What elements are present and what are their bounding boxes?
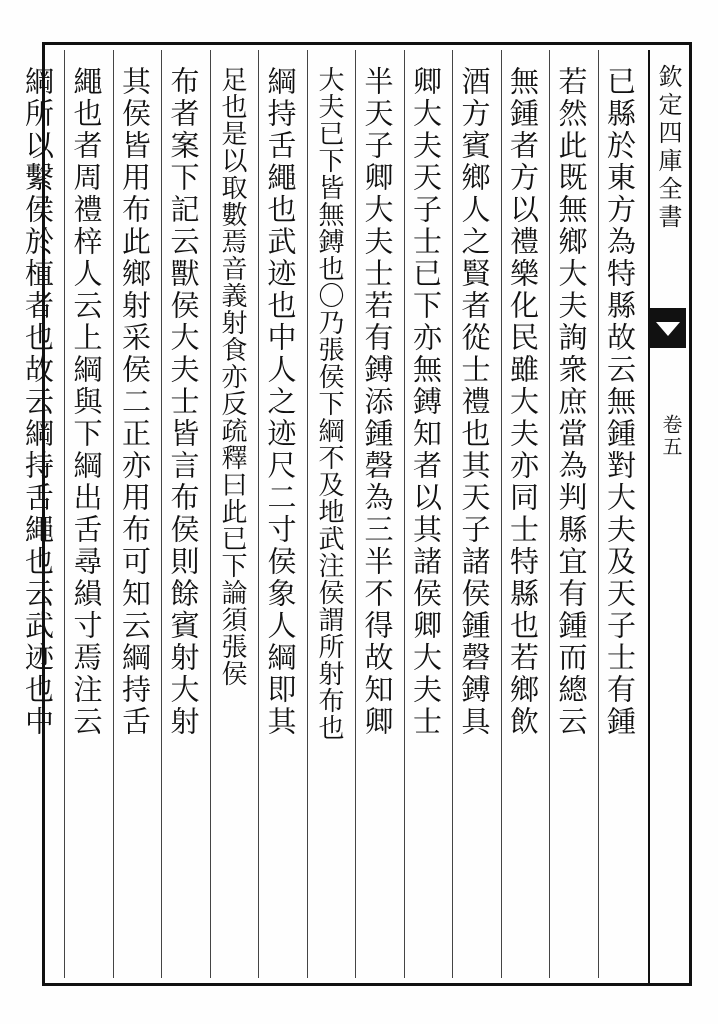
text-column: 已縣於東方為特縣故云無鍾對大夫及天子士有鍾 xyxy=(603,66,637,738)
text-column: 酒方賓鄉人之賢者從士禮也其天子諸侯鍾磬鎛具 xyxy=(457,66,492,738)
text-column: 繩也者周禮梓人云上綱與下綱出舌尋縜寸焉注云 xyxy=(69,66,104,738)
column-divider xyxy=(501,50,502,978)
text-column: 綱持舌繩也武迹也中人之迹尺二寸侯象人綱即其 xyxy=(263,66,298,738)
column-divider xyxy=(210,50,211,978)
column-divider xyxy=(598,50,599,978)
margin-book-title: 欽定四庫全書 xyxy=(654,64,682,232)
margin-volume: 卷五 xyxy=(659,414,683,458)
text-column: 足也是以取數焉音義射食亦反疏釋曰此已下論須張侯 xyxy=(217,66,247,687)
text-column: 其侯皆用布此鄉射采侯二正亦用布可知云綱持舌 xyxy=(118,66,152,738)
text-column: 卿大夫天子士已下亦無鎛知者以其諸侯卿大夫士 xyxy=(409,66,443,738)
column-divider xyxy=(258,50,259,978)
text-column: 無鍾者方以禮樂化民雖大夫亦同士特縣也若鄉飲 xyxy=(506,66,540,738)
column-divider xyxy=(161,50,162,978)
text-column: 布者案下記云獸侯大夫士皆言布侯則餘賓射大射 xyxy=(166,66,201,738)
column-divider xyxy=(64,50,65,978)
column-divider xyxy=(549,50,550,978)
column-divider xyxy=(452,50,453,978)
column-divider xyxy=(355,50,356,978)
text-column: 綱所以繫侯於植者也故云綱持舌繩也云武迹也中 xyxy=(21,66,55,738)
text-column: 大夫已下皆無鎛也〇乃張侯下綱不及地武注侯謂所射布也 xyxy=(314,66,344,741)
column-divider xyxy=(113,50,114,978)
text-column: 半天子卿大夫士若有鎛添鍾磬為三半不得故知卿 xyxy=(360,66,395,738)
fish-tail-mark-icon xyxy=(650,308,686,348)
text-column: 若然此既無鄉大夫詢衆庶當為判縣宜有鍾而總云 xyxy=(554,66,589,738)
column-divider xyxy=(307,50,308,978)
column-divider xyxy=(404,50,405,978)
